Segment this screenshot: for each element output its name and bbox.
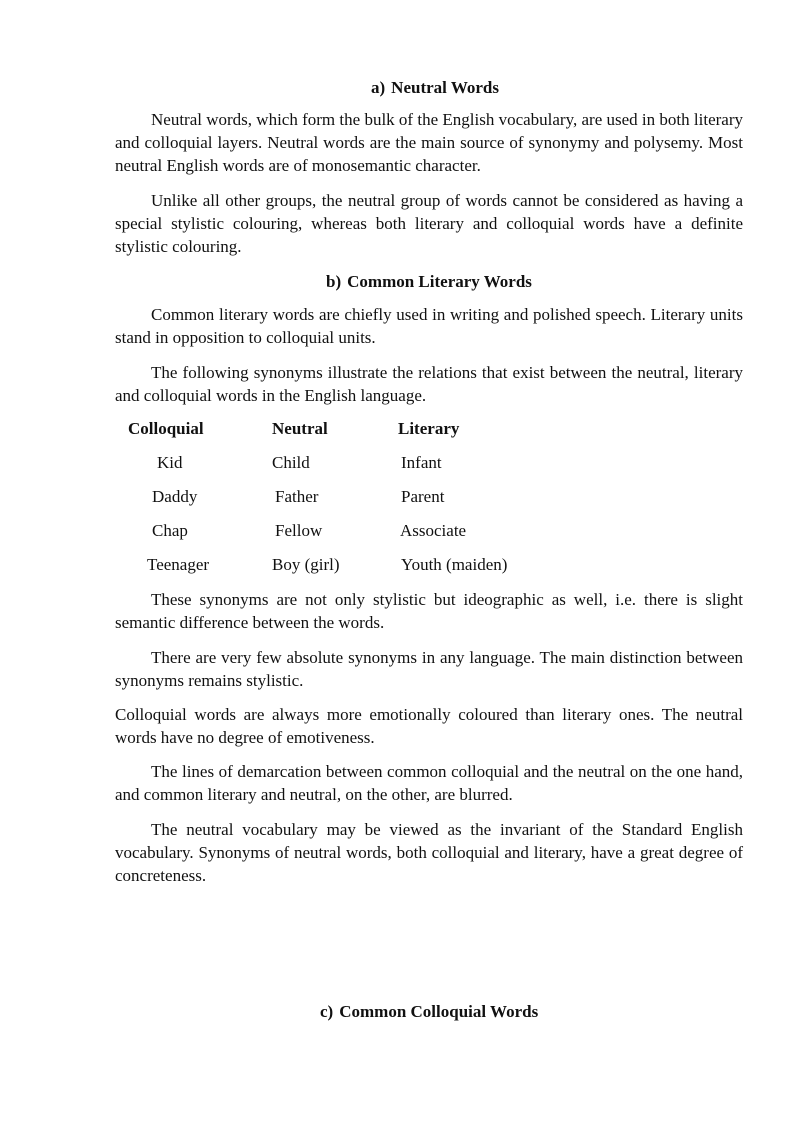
table-header-literary: Literary	[398, 419, 460, 438]
paragraph-emotiveness: Colloquial words are always more emotionally coloured than literary ones. The neutral words have no degree of emotiveness.	[115, 705, 743, 747]
table-cell: Daddy	[152, 487, 198, 506]
table-cell: Chap	[152, 521, 188, 540]
table-cell: Infant	[401, 453, 442, 472]
paragraph-ideographic: These synonyms are not only stylistic but ideographic as well, i.e. there is slight semantic difference between the words.	[115, 590, 743, 632]
table-cell: Associate	[400, 521, 467, 540]
section-c-title: Common Colloquial Words	[339, 1002, 539, 1021]
table-cell: Teenager	[147, 555, 210, 574]
paragraph-stylistic-colouring: Unlike all other groups, the neutral group of words cannot be considered as having a special stylistic colouring, whereas both literary and colloquial words have a definite stylistic colouring.	[115, 191, 743, 256]
paragraph-demarcation: The lines of demarcation between common colloquial and the neutral on the one hand, and common literary and neutral, on the other, are blurred.	[115, 762, 743, 804]
table-cell: Father	[275, 487, 319, 506]
section-a-marker: a)	[371, 78, 386, 97]
table-header-neutral: Neutral	[272, 419, 328, 438]
table-header-colloquial: Colloquial	[128, 419, 204, 438]
table-cell: Youth (maiden)	[401, 555, 508, 574]
section-a-heading	[371, 77, 499, 99]
section-c-marker: c)	[320, 1002, 334, 1021]
paragraph-absolute-synonyms: There are very few absolute synonyms in any language. The main distinction between synonyms remains stylistic.	[115, 648, 743, 690]
table-cell: Parent	[401, 487, 445, 506]
section-b-marker: b)	[326, 272, 342, 291]
table-cell: Child	[272, 453, 310, 472]
paragraph-literary-words: Common literary words are chiefly used in writing and polished speech. Literary units stand in opposition to colloquial units.	[115, 305, 743, 347]
paragraph-synonyms-intro: The following synonyms illustrate the relations that exist between the neutral, literary and colloquial words in the English language.	[115, 363, 743, 405]
section-a-title: Neutral Words	[391, 78, 499, 97]
section-b-heading	[326, 271, 532, 293]
paragraph-invariant: The neutral vocabulary may be viewed as the invariant of the Standard English vocabulary. Synonyms of neutral words, both colloquial and literary, have a great degree of concreteness.	[115, 820, 743, 885]
paragraph-neutral-words: Neutral words, which form the bulk of the English vocabulary, are used in both literary and colloquial layers. Neutral words are the main source of synonymy and polysemy. Most neutral English words are of monosemantic character.	[115, 110, 743, 175]
table-cell: Fellow	[275, 521, 323, 540]
section-c-heading	[320, 1001, 538, 1023]
table-cell: Boy (girl)	[272, 555, 340, 574]
table-cell: Kid	[157, 453, 183, 472]
section-b-title: Common Literary Words	[347, 272, 532, 291]
